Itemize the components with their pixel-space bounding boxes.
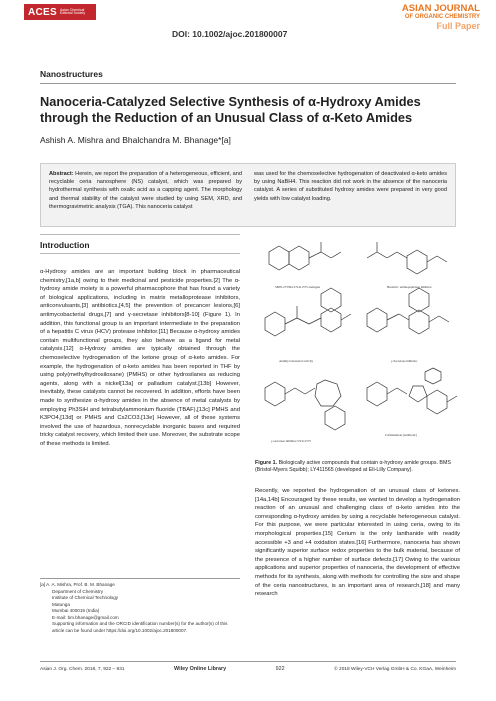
page-footer — [40, 661, 456, 672]
structure-6 — [367, 368, 457, 414]
introduction-heading: Introduction — [40, 234, 240, 254]
structure-label-4: γ-Secretase inhibitor — [391, 359, 418, 363]
affiliation-institute: Institute of Chemical Technology — [52, 595, 119, 600]
section-label: Nanostructures — [40, 69, 103, 79]
affiliation-email[interactable]: E-mail: bm.bhanage@gmail.com — [52, 614, 119, 620]
footer-copyright: © 2018 Wiley-VCH Verlag GmbH & Co. KGaA, Weinheim — [334, 666, 456, 672]
structure-label-5: γ-secretase inhibitor LY411575 — [271, 439, 311, 443]
structure-4 — [367, 288, 449, 334]
introduction-body — [40, 268, 240, 448]
abstract-column-1 — [49, 170, 242, 220]
structure-label-2: Bestatin / aminopeptidase inhibitor — [387, 285, 432, 289]
structure-label-3: Antimycobacterial activity — [279, 359, 314, 363]
right-column-body: Recently, we reported the hydrogenation of an unusual class of ketones.[14a,14b] Encouraged by these results, we wanted to develop a hydrogenation reaction of an unusual and challenging class of α-keto amides into the corresponding α-hydroxy amides by using a recyclable heterogeneous catalyst. For this purpose, we were particular interested in using ceria, owing to its morphological properties.[15] Cerium is the only lanthanide with readily accessible +3 and +4 oxidation states.[16] Furthermore, nanoceria has shown significantly superior surface redox properties to the bulk material, because of the presence of a higher number of surface defects.[17] Owing to the various applications and superior properties of nanoceria, the development of effective methods for its synthesis, along with methods for controlling the size and shape of the ceria nanostructures, is an important area of research,[18] and many research — [255, 488, 460, 598]
structure-1 — [269, 242, 341, 270]
figure-1-structures — [255, 232, 460, 454]
affiliation-dept: Department of Chemistry — [52, 588, 104, 594]
figure-1-caption-text: Biologically active compounds that contain α-hydroxy amide groups. BMS (Bristol-Myers Squibb); LY411565 (developed at Eli-Lilly Company). — [255, 460, 451, 474]
journal-title-line2: OF ORGANIC CHEMISTRY — [404, 14, 480, 20]
footer-citation: Asian J. Org. Chem. 2018, 7, 922 – 931 — [40, 666, 125, 672]
abstract-text-1: Herein, we report the preparation of a heterogeneous, efficient, and recyclable ceria nanosphere (NS) catalyst, which was prepared by hydrothermal synthesis with oxalic acid as a capping agent. The morphology and thermal stability of the catalyst were studied by using SEM, XRD, and thermogravimetric analysis (TGA). This nanoceria catalyst — [49, 171, 242, 210]
abstract-box — [40, 163, 456, 227]
affiliation-city: Matunga — [52, 601, 70, 607]
figure-1-label: Figure 1. — [255, 460, 278, 466]
structure-5 — [265, 380, 345, 430]
structure-3 — [265, 288, 351, 336]
introduction-paragraph: α-Hydroxy amides are an important building block in pharmaceutical chemistry,[1a,b] owing to their medicinal and pesticide properties.[2] The α-hydroxy amide moiety is a powerful pharmacophore that has found a variety of biological applications, including in matrix metalloprotease inhibitors, anticonvulsants,[3] antibiotics,[4,5] the prevention of precancer lesions,[6] antimycobacterial drugs,[7] and γ-secretase inhibitors[8-10] (Figure 1). In addition, this functional group is an important intermediate in the preparation of a hepatitis C virus (HCV) protease inhibitor.[11] Because α-hydroxy amides contain multifunctional groups, they also behave as a ligand for metal catalysis.[12] α-Hydroxy amides are typically obtained through the chemoselective hydrogenation of the ketone group of α-keto amides. For example, the hydrogenation of α-keto amides has been reported in THF by using poly(methylhydrosiloxane) (PMHS) or other hydrosilanes as reducing agents, along with a nickel[13a] or palladium catalyst.[13b] However, inevitably, these catalysts cannot be recovered. In addition, efforts have been made to synthesize α-hydroxy amides in the absence of metal catalysts by employing Ph3SiH and tetrabutylammonium fluoride (TBAF),[13c] PMHS and K3PO4,[13d] or PMHS and Cs2CO3.[13e] However, all of these systems involved the use of hazardous, nonrecyclable inorganic bases and required tricky catalyst recovery, which limited their use. Moreover, the substrate scope of these methods is limited. — [40, 269, 240, 447]
footer-wiley-link[interactable]: Wiley Online Library — [174, 666, 227, 672]
structure-label-1: SB05-275394 /LY411575 analogue — [275, 285, 321, 289]
article-title: Nanoceria-Catalyzed Selective Synthesis of α-Hydroxy Amides through the Reduction of an Unusual Class of α-Keto Amides — [40, 94, 421, 125]
publisher-logo: ACES Asian Chemical Editorial Society — [24, 4, 96, 20]
structure-2 — [367, 242, 447, 274]
affiliation-names: [a] A. A. Mishra, Prof. B. M. Bhanage — [40, 582, 115, 587]
abstract-column-2: was used for the chemoselective hydrogenation of deactivated α-keto amides by using NaBH4. This reaction did not work in the absence of the nanoceria catalyst. A series of substituted hydroxy amides were prepared in very good yields with low catalyst loading. — [254, 171, 447, 202]
structure-label-6: Cefamandole (antibiotic) — [385, 433, 417, 437]
article-type: Full Paper — [436, 21, 480, 31]
page-number: 922 — [275, 666, 285, 672]
section-divider — [40, 83, 456, 84]
journal-title — [402, 4, 480, 32]
affiliation-postal: Mumbai 400019 (India) — [52, 608, 100, 613]
journal-header — [0, 0, 496, 44]
journal-title-line1: ASIAN JOURNAL — [401, 3, 480, 14]
figure-1-caption — [255, 460, 460, 474]
affiliation-footnote — [40, 578, 240, 634]
doi-text[interactable]: DOI: 10.1002/ajoc.201800007 — [172, 29, 288, 39]
author-list: Ashish A. Mishra and Bhalchandra M. Bhanage*[a] — [40, 135, 231, 145]
supporting-info-note[interactable]: Supporting information and the ORCID identification number(s) for the author(s) of this article can be found under https://doi.org/10.1002/ajoc.201800007. — [52, 621, 228, 633]
abstract-label: Abstract: — [49, 171, 74, 177]
